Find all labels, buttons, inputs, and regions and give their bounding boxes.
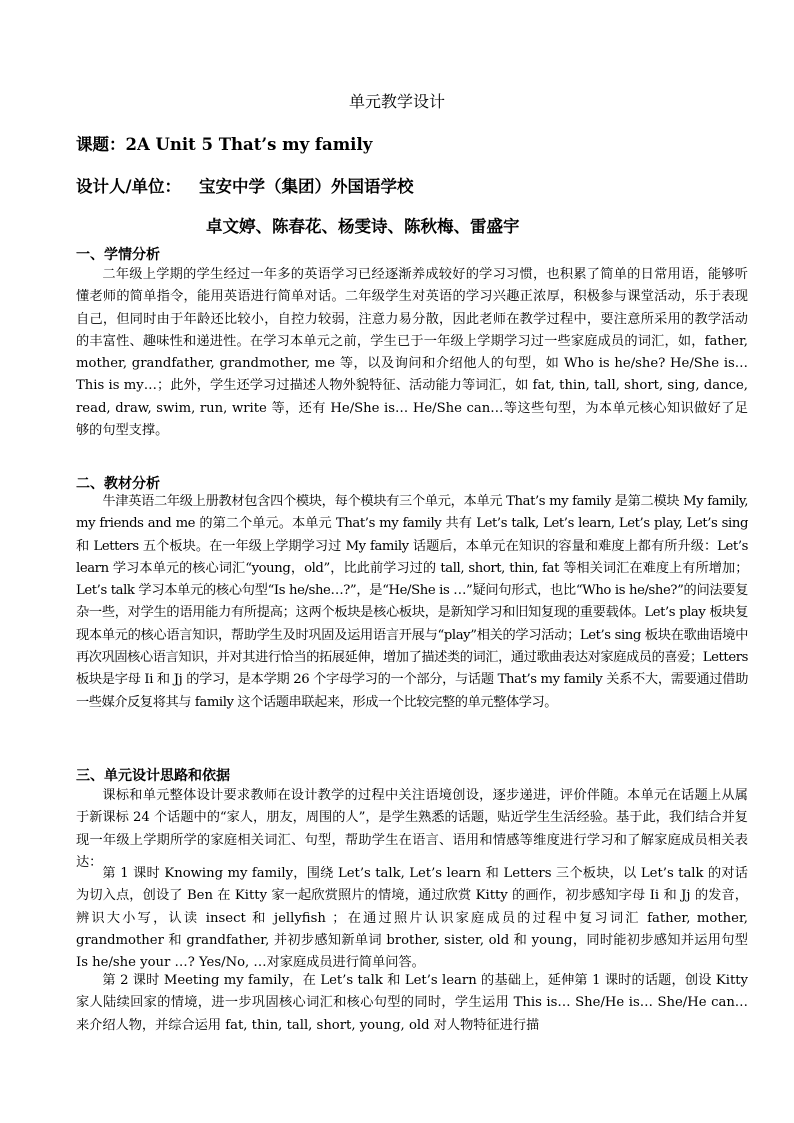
paragraph-learner-analysis: 二年级上学期的学生经过一年多的英语学习已经逐渐养成较好的学习习惯，也积累了简单的日常用语，能够听懂老师的简单指令，能用英语进行简单对话。二年级学生对英语的学习兴趣正浓厚，积极参与课堂活动，乐于表现自己，但同时由于年龄还比较小，自控力较弱，注意力易分散，因此老师在教学过程中，要注意所采用的教学活动的丰富性、趣味性和递进性。在学习本单元之前，学生已于一年级上学期学习过一些家庭成员的词汇，如，father, mother, grandfather, grandmother, me 等，以及询问和介绍他人的句型，如 Who is he/she? He/She is… This is my…；此外，学生还学习过描述人物外貌特征、活动能力等词汇，如 fat, thin, tall, short, sing, dance, read, draw, swim, run, write 等，还有 He/She is… He/She can…等这些句型，为本单元核心知识做好了足够的句型支撑。 (76, 267, 748, 439)
paragraph-design-rationale: 课标和单元整体设计要求教师在设计教学的过程中关注语境创设，逐步递进，评价伴随。本单元在话题上从属于新课标 24 个话题中的“家人，朋友，周围的人”，是学生熟悉的话题，贴近学生生活经验。基于此，我们结合并复现一年级上学期所学的家庭相关词汇、句型，帮助学生在语言、语用和情感等维度进行学习和了解家庭成员相关表达： (76, 788, 748, 870)
document-title: 单元教学设计 (348, 92, 445, 111)
designer-label: 设计人/单位： (76, 177, 182, 196)
designer-unit: 宝安中学（集团）外国语学校 (199, 177, 414, 196)
author-names: 卓文婷、陈春花、杨雯诗、陈秋梅、雷盛宇 (206, 217, 520, 236)
designer-line (76, 173, 414, 197)
section-heading-design-rationale: 三、单元设计思路和依据 (76, 768, 230, 784)
paragraph-lesson-1: 第 1 课时 Knowing my family，围绕 Let’s talk, Let’s learn 和 Letters 三个板块，以 Let’s talk 的对话为切入点，创设了 Ben 在 Kitty 家一起欣赏照片的情境，通过欣赏 Kitty 的画作，初步感知字母 Ii 和 Jj 的发音，辨识大小写，认读 insect 和 jellyfish ；在通过照片认识家庭成员的过程中复习词汇 father, mother, grandmother 和 grandfather, 并初步感知新单词 brother, sister, old 和 young，同时能初步感知并运用句型 Is he/she your …? Yes/No, …对家庭成员进行简单问答。 (76, 866, 748, 971)
section-heading-learner-analysis: 一、学情分析 (76, 247, 160, 263)
section-heading-textbook-analysis: 二、教材分析 (76, 476, 160, 492)
lesson-topic: 课题：2A Unit 5 That’s my family (76, 135, 373, 154)
paragraph-lesson-2: 第 2 课时 Meeting my family，在 Let’s talk 和 Let’s learn 的基础上，延伸第 1 课时的话题，创设 Kitty 家人陆续回家的情境，进一步巩固核心词汇和核心句型的同时，学生运用 This is… She/He is… She/He can…来介绍人物，并综合运用 fat, thin, tall, short, young, old 对人物特征进行描 (76, 973, 748, 1033)
paragraph-textbook-analysis: 牛津英语二年级上册教材包含四个模块，每个模块有三个单元，本单元 That’s my family 是第二模块 My family, my friends and me 的第二个单元。本单元 That’s my family 共有 Let’s talk, Let’s learn, Let’s play, Let’s sing 和 Letters 五个板块。在一年级上学期学习过 My family 话题后，本单元在知识的容量和难度上都有所升级：Let’s learn 学习本单元的核心词汇“young，old”，比此前学习过的 tall, short, thin, fat 等相关词汇在难度上有所增加；Let’s talk 学习本单元的核心句型“Is he/she…?”，是“He/She is …”疑问句形式，也比“Who is he/she?”的问法要复杂一些，对学生的语用能力有所提高；这两个板块是核心板块，是新知学习和旧知复现的重要载体。Let’s play 板块复现本单元的核心语言知识，帮助学生及时巩固及运用语言开展与“play”相关的学习活动；Let’s sing 板块在歌曲语境中再次巩固核心语言知识，并对其进行恰当的拓展延伸，增加了描述类的词汇，通过歌曲表达对家庭成员的喜爱；Letters 板块是字母 Ii 和 Jj 的学习，是本学期 26 个字母学习的一个部分，与话题 That’s my family 关系不大，需要通过借助一些媒介反复将其与 family 这个话题串联起来，形成一个比较完整的单元整体学习。 (76, 494, 748, 710)
